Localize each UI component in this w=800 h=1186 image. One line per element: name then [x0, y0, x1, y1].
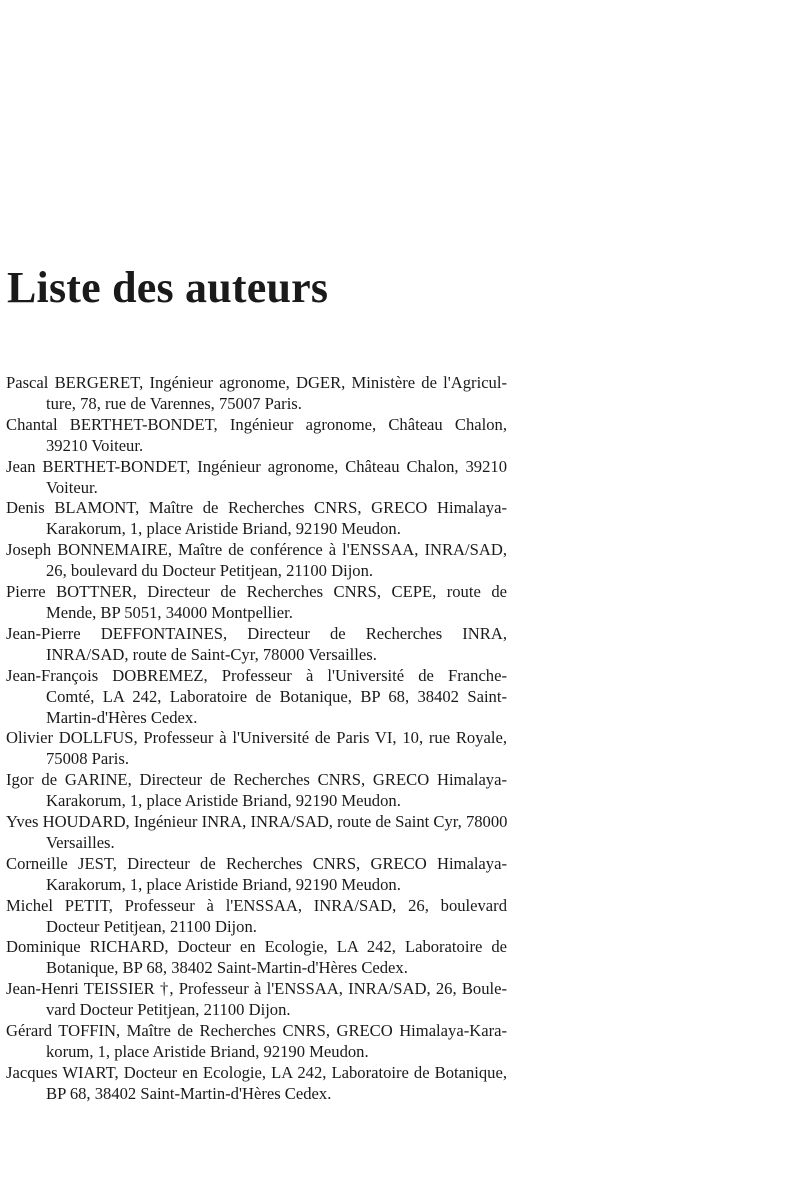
- author-entry-continuation-line: 75008 Paris.: [46, 749, 129, 769]
- author-entry-continuation-line: Versailles.: [46, 832, 115, 852]
- author-entry-continuation-line: Martin-d'Hères Cedex.: [46, 707, 198, 727]
- author-entry: [6, 415, 507, 457]
- author-entry-first-line: Corneille JEST, Directeur de Recherches CNRS, GRECO Himalaya-: [6, 853, 507, 873]
- author-entry-first-line: Gérard TOFFIN, Maître de Recherches CNRS, GRECO Himalaya-Kara-: [6, 1021, 507, 1041]
- author-entry-first-line: Jacques WIART, Docteur en Ecologie, LA 242, Laboratoire de Botanique,: [6, 1062, 507, 1082]
- author-entry-first-line: Jean-Pierre DEFFONTAINES, Directeur de Recherches INRA,: [6, 623, 507, 643]
- author-entry: [6, 770, 507, 812]
- author-entry-first-line: Pierre BOTTNER, Directeur de Recherches CNRS, CEPE, route de: [6, 582, 507, 602]
- author-entry-continuation-line: ture, 78, rue de Varennes, 75007 Paris.: [46, 393, 302, 413]
- author-entry: [6, 728, 507, 770]
- author-entry-continuation-line: Comté, LA 242, Laboratoire de Botanique, BP 68, 38402 Saint-: [46, 686, 507, 706]
- author-entry-first-line: Denis BLAMONT, Maître de Recherches CNRS, GRECO Himalaya-: [6, 498, 507, 518]
- author-entry-continuation-line: Docteur Petitjean, 21100 Dijon.: [46, 916, 257, 936]
- author-entry-continuation-line: BP 68, 38402 Saint-Martin-d'Hères Cedex.: [46, 1083, 332, 1103]
- author-entry-continuation-line: Karakorum, 1, place Aristide Briand, 92190 Meudon.: [46, 874, 401, 894]
- author-entry-first-line: Jean-Henri TEISSIER †, Professeur à l'ENSSAA, INRA/SAD, 26, Boule-: [6, 979, 507, 999]
- author-entry-first-line: Yves HOUDARD, Ingénieur INRA, INRA/SAD, route de Saint Cyr, 78000: [6, 812, 508, 832]
- author-entry: [6, 937, 507, 979]
- author-entry-continuation-line: Karakorum, 1, place Aristide Briand, 92190 Meudon.: [46, 519, 401, 539]
- author-entry: [6, 1063, 507, 1105]
- author-entry: [6, 1021, 507, 1063]
- author-entry-first-line: Joseph BONNEMAIRE, Maître de conférence à l'ENSSAA, INRA/SAD,: [6, 540, 507, 560]
- author-entry-first-line: Olivier DOLLFUS, Professeur à l'Université de Paris VI, 10, rue Royale,: [6, 728, 507, 748]
- author-entry-continuation-line: 26, boulevard du Docteur Petitjean, 21100 Dijon.: [46, 561, 374, 581]
- author-list: [6, 373, 507, 1105]
- author-entry-continuation-line: vard Docteur Petitjean, 21100 Dijon.: [46, 1000, 291, 1020]
- author-entry-continuation-line: Mende, BP 5051, 34000 Montpellier.: [46, 602, 293, 622]
- author-entry: [6, 624, 507, 666]
- author-entry: [6, 498, 507, 540]
- author-entry-first-line: Jean-François DOBREMEZ, Professeur à l'Université de Franche-: [6, 665, 507, 685]
- author-entry-first-line: Chantal BERTHET-BONDET, Ingénieur agronome, Château Chalon,: [6, 414, 507, 434]
- author-entry: [6, 582, 507, 624]
- author-entry: [6, 979, 507, 1021]
- author-entry: [6, 854, 507, 896]
- author-entry: [6, 666, 507, 729]
- author-entry-first-line: Jean BERTHET-BONDET, Ingénieur agronome, Château Chalon, 39210: [6, 456, 507, 476]
- author-entry: [6, 812, 507, 854]
- author-entry-first-line: Michel PETIT, Professeur à l'ENSSAA, INRA/SAD, 26, boulevard: [6, 895, 507, 915]
- author-entry-first-line: Pascal BERGERET, Ingénieur agronome, DGER, Ministère de l'Agricul-: [6, 373, 507, 392]
- page-title: Liste des auteurs: [7, 263, 329, 312]
- author-entry-first-line: Dominique RICHARD, Docteur en Ecologie, LA 242, Laboratoire de: [6, 937, 507, 957]
- author-entry: [6, 373, 507, 415]
- author-entry-continuation-line: Karakorum, 1, place Aristide Briand, 92190 Meudon.: [46, 791, 401, 811]
- author-entry: [6, 540, 507, 582]
- author-entry: [6, 896, 507, 938]
- author-entry-continuation-line: Botanique, BP 68, 38402 Saint-Martin-d'Hères Cedex.: [46, 958, 408, 978]
- author-entry-continuation-line: Voiteur.: [46, 477, 98, 497]
- author-entry: [6, 457, 507, 499]
- author-entry-continuation-line: INRA/SAD, route de Saint-Cyr, 78000 Versailles.: [46, 644, 377, 664]
- author-entry-continuation-line: korum, 1, place Aristide Briand, 92190 Meudon.: [46, 1042, 369, 1061]
- author-entry-first-line: Igor de GARINE, Directeur de Recherches CNRS, GRECO Himalaya-: [6, 770, 507, 790]
- author-entry-continuation-line: 39210 Voiteur.: [46, 435, 144, 455]
